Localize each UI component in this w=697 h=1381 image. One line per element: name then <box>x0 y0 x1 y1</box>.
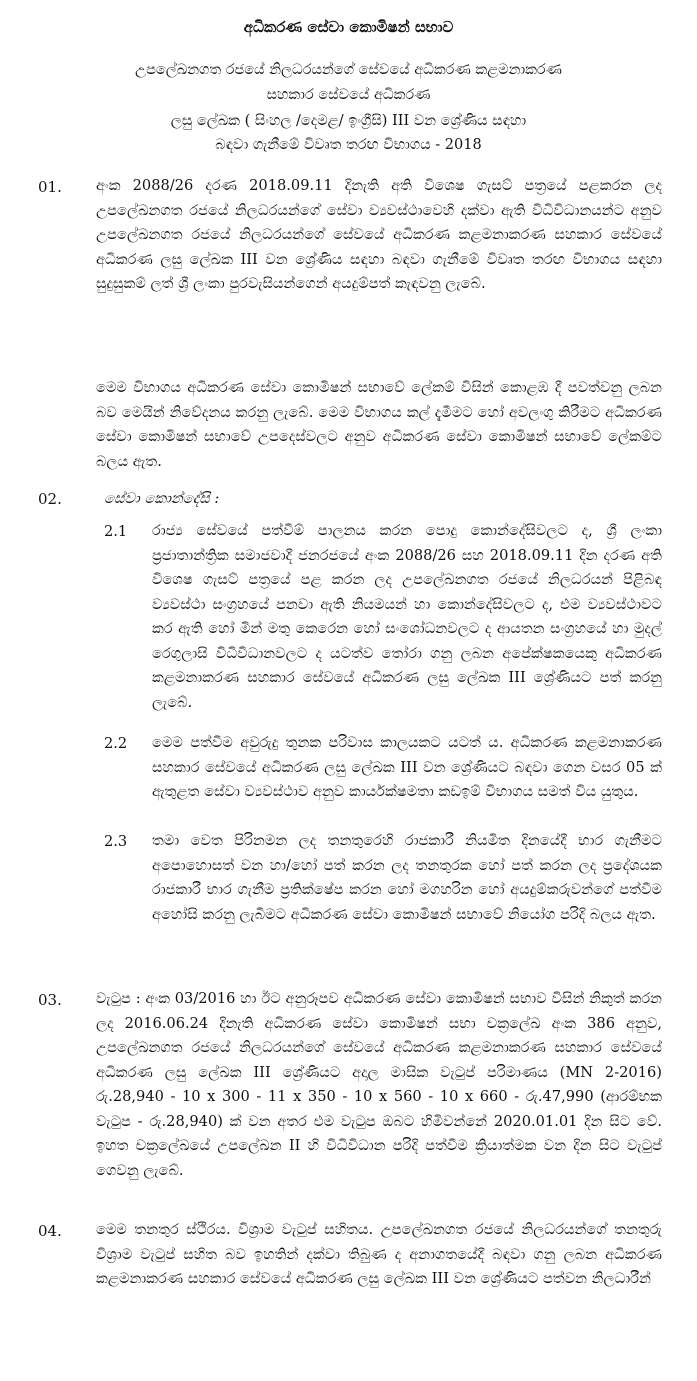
item-number-2-2: 2.2 <box>104 735 128 752</box>
heading-line-3: ලසු ලේඛක ( සිංහල /දෙමළ/ ඉංග්‍රීසි) III වන ශ්‍රේණිය සඳහා <box>170 113 527 129</box>
commission-title: අධිකරණ සේවා කොමිෂන් සභාව <box>243 18 454 36</box>
section-01-paragraph-2: මෙම විභාගය අධිකරණ සේවා කොමිෂන් සභාවේ ලේකම් විසින් කොළඹ දී පවත්වනු ලබන බව මෙයින් නිවේදනය කරනු ලැබේ. මෙම විභාගය කල් දැමීමට හෝ අවලංගු කිරීමට අධිකරණ සේවා කොමිෂන් සභාවේ උපදෙස්වලට අනුව අධිකරණ සේවා කොමිෂන් සභාවේ ලේකම්ට බලය ඇත. <box>96 379 662 470</box>
heading-line-1: උපලේඛනගත රජයේ නිලධරයන්ගේ සේවයේ අධිකරණ කළමනාකරණ <box>135 62 562 78</box>
salary-paragraph: වැටුප : අංක 03/2016 හා ඊට අනුරූපව අධිකරණ සේවා කොමිෂන් සභාව විසින් නිකුත් කරන ලද 2016.06.24 දිනැති අධිකරණ සේවා කොමිෂන් සභා චක්‍රලේඛ අංක 386 අනුව, උපලේඛනගත රජයේ නිලධරයන්ගේ සේවයේ අධිකරණ කළමනාකරණ සහකාර සේවයේ අධිකරණ ලසු ලේඛක III ශ්‍රේණියට අදාල මාසික වැටුප් පරිමාණය (MN 2-2016) රු.28,940 - 10 x 300 - 11 x 350 - 10 x 560 - 10 x 660 - රු.47,990 (ආරම්භක වැටුප - රු.28,940) ක් වන අතර එම වැටුප ඔබට හිමිවන්නේ 2020.01.01 දින සිට වේ. ඉහත චක්‍රලේඛයේ උපලේඛන II හි විධිවිධාන පරිදි පත්වීම ක්‍රියාත්මක වන දින සිට වැටුප් ගෙවනු ලැබේ. <box>96 990 662 1179</box>
item-text-2-2: මෙම පත්වීම අවුරුදු තුනක පරිවාස කාලයකට යටත් ය. අධිකරණ කළමනාකරණ සහකාර සේවයේ අධිකරණ ලසු ලේඛක III වන ශ්‍රේණියට බඳවා ගෙන වසර 05 ක් ඇතුළත සේවා ව්‍යවස්ථාව අනුව කාර්යක්ෂමතා කඩඉම් විභාගය සමත් විය යුතුය. <box>152 734 662 800</box>
section-number-04: 04. <box>38 1222 62 1240</box>
section-01-paragraph-1: අංක 2088/26 දරණ 2018.09.11 දිනැති අති විශෙෂ ගැසට් පත්‍රයේ පළකරන ලද උපලේඛනගත රජයේ නිලධරයන්ගේ සේවා ව්‍යවස්ථාවෙහි දක්වා ඇති විධිවිධානයන්ට අනුව උපලේඛනගත රජයේ නිලධරයන්ගේ සේවයේ අධිකරණ කළමනාකරණ සහකාර සේවයේ අධිකරණ ලසු ලේඛක III වන ශ්‍රේණිය සඳහා බඳවා ගැනීමේ විවෘත තරඟ විභාගය සඳහා සුදුසුකම් ලත් ශ්‍රී ලංකා පුරවැසියන්ගෙන් අයදුම්පත් කැඳවනු ලැබේ. <box>96 177 662 292</box>
service-conditions-heading: සේවා කොන්දේසි : <box>104 490 220 507</box>
item-number-2-1: 2.1 <box>104 523 128 540</box>
heading-line-4: බඳවා ගැනීමේ විවෘත තරඟ විභාගය - 2018 <box>215 137 482 153</box>
item-number-2-3: 2.3 <box>104 833 128 850</box>
permanence-paragraph: මෙම තනතුර ස්ථිරය. විශ්‍රාම වැටුප් සහිතය. උපලේඛනගත රජයේ නිලධරයන්ගේ තනතුරු විශ්‍රාම වැටුප් සහිත බව ඉහතින් දක්වා තිබුණ ද අනාගතයේදී බඳවා ගනු ලබන අධිකරණ කළමනාකරණ සහකාර සේවයේ අධිකරණ ලසු ලේඛක III වන ශ්‍රේණියට පත්වන නිලධාරීන් <box>96 1221 662 1287</box>
section-number-01: 01. <box>38 178 62 196</box>
section-number-03: 03. <box>38 991 62 1009</box>
item-text-2-1: රාජ්‍ය සේවයේ පත්වීම් පාලනය කරන පොදු කොන්දේසිවලට ද, ශ්‍රී ලංකා ප්‍රජාතාන්ත්‍රික සමාජවාදී ජනරජයේ අංක 2088/26 සහ 2018.09.11 දින දරණ අති විශෙෂ ගැසට් පත්‍රයේ පළ කරන ලද උපලේඛනගත රජයේ නිලධරයන් පිළිබඳ ව්‍යවස්ථා සංග්‍රහයේ පනවා ඇති නියමයන් හා කොන්දේසිවලට ද, එම ව්‍යවස්ථාවට කර ඇති හෝ මින් මතු කෙරෙන හෝ සංශෝධනවලට ද ආයතන සංග්‍රහයේ හා මුදල් රෙගුලාසි විධිවිධානවලට ද යටත්ව තෝරා ගනු ලබන අපේක්ෂකයෙකු අධිකරණ කළමනාකරණ සහකාර සේවයේ අධිකරණ ලසු ලේඛක III ශ්‍රේණියට පත් කරනු ලැබේ. <box>152 522 662 711</box>
item-text-2-3: තමා වෙත පිරිනමන ලද තනතුරෙහි රාජකාරී නියමිත දිනයේදී භාර ගැනීමට අපොහොසත් වන හා/හෝ පත් කරන ලද තනතුරක හෝ පත් කරන ලද ප්‍රදේශයක රාජකාරී භාර ගැනීම ප්‍රතික්ෂේප කරන හෝ මගහරින හෝ අයදුම්කරුවන්ගේ පත්වීම අහෝසි කරනු ලැබීමට අධිකරණ සේවා කොමිෂන් සභාවේ නියෝග පරිදි බලය ඇත. <box>152 832 662 923</box>
heading-line-2: සහකාර සේවයේ අධිකරණ <box>266 87 431 103</box>
section-number-02: 02. <box>38 490 62 508</box>
